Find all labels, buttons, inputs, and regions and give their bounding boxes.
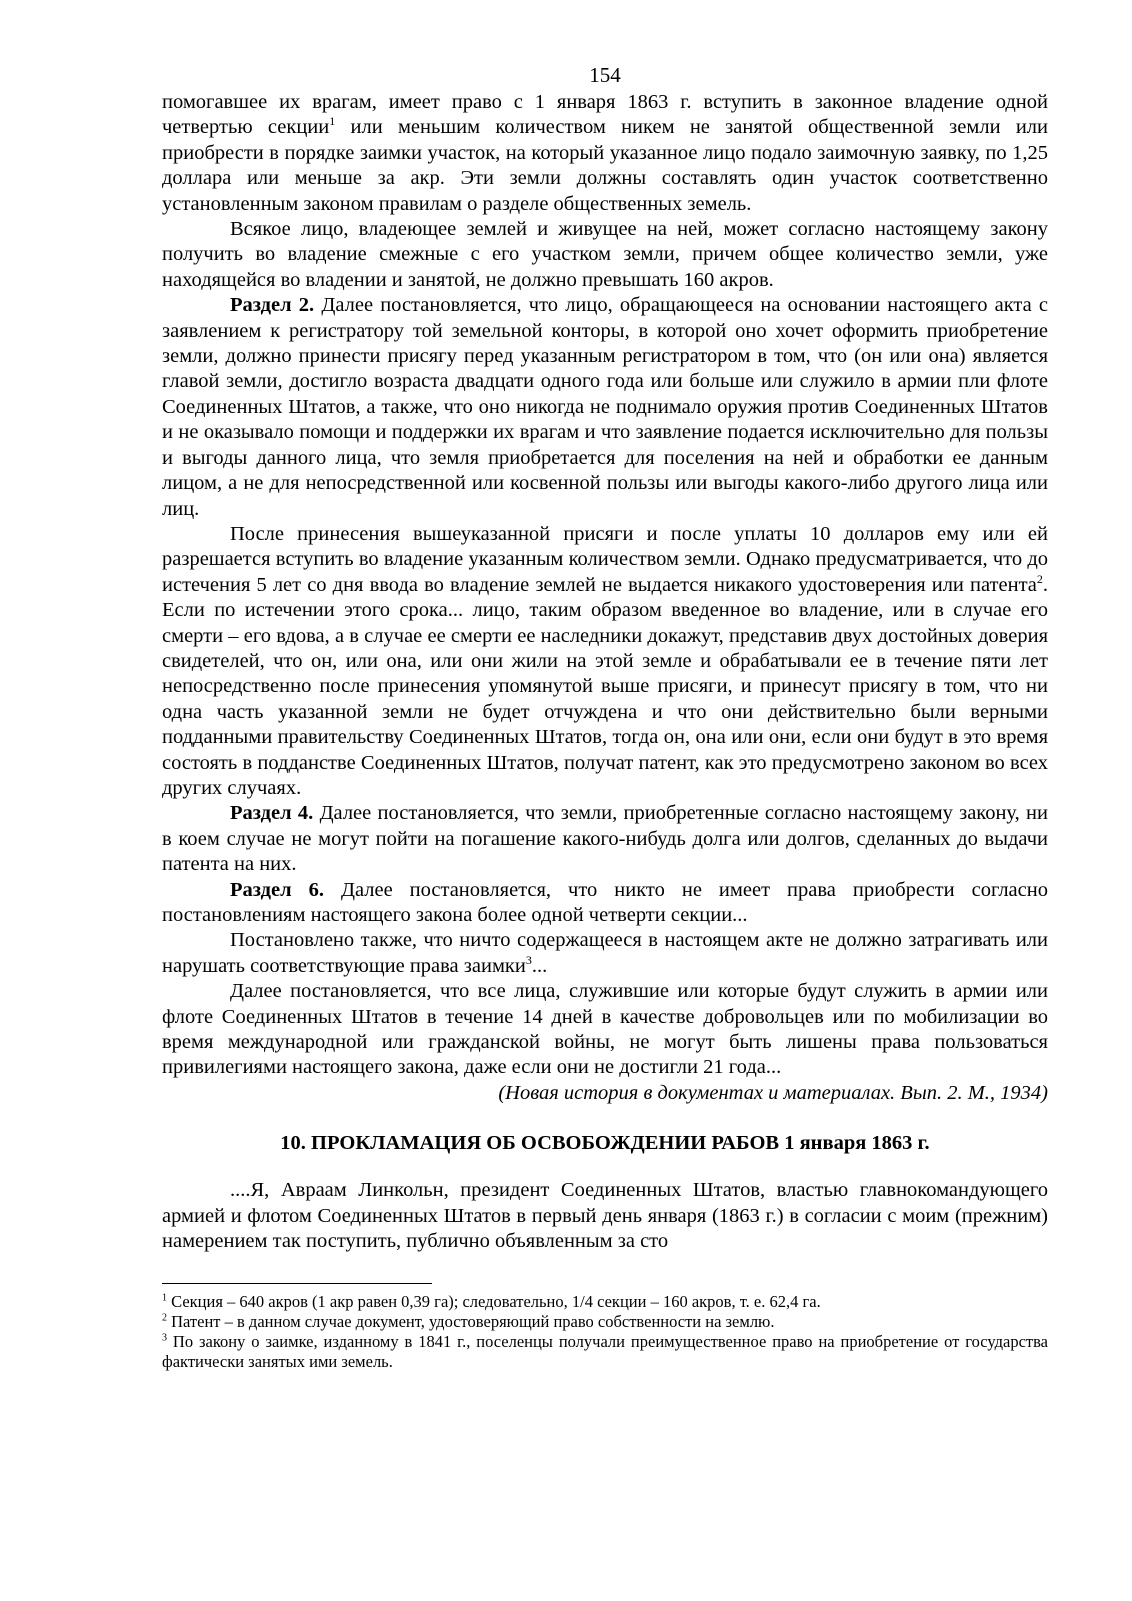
section-2-text: Далее постановляется, что лицо, обращающееся на основании настоящего акта с заявлением к регистратору той земельной конторы, в которой оно хочет оформить приобретение земли, должно принести присягу перед указанным регистратором в том, что (он или она) является главой земли, достигло возраста двадцати одного года или больше или служило в армии пли флоте Соединенных Штатов, а также, что оно никогда не поднимало оружия против Соединенных Штатов и не оказывало помощи и поддержки их врагам и что заявление подается исключительно для пользы и выгоды данного лица, что земля приобретается для поселения на ней и обработки ее данным лицом, а не для непосредственной или косвенной пользы или выгоды какого-либо другого лица или лиц. [162,294,1048,520]
section-2-label: Раздел 2. [230,294,315,317]
paragraph-4-text-a: После принесения вышеуказанной присяги и после уплаты 10 долларов ему или ей разрешается вступить во владение указанным количеством земли. Однако предусматривается, что до истечения 5 лет со дня ввода во владение землей не выдается никакого удостоверения или патента [162,522,1048,596]
footnote-2-number: 2 [162,1312,167,1324]
footnote-3 [162,1332,1048,1372]
section-heading: 10. ПРОКЛАМАЦИЯ ОБ ОСВОБОЖДЕНИИ РАБОВ 1 января 1863 г. [280,1132,930,1155]
paragraph-1 [162,90,1048,217]
footnote-divider [162,1283,432,1284]
paragraph-7-text-b: ... [531,954,548,977]
paragraph-7 [162,928,1048,979]
paragraph-proclamation: ....Я, Авраам Линкольн, президент Соединенных Штатов, властью главнокомандующего армией и флотом Соединенных Штатов в первый день января (1863 г.) в согласии с моим (прежним) намерением так поступить, публично объявленным за сто [162,1179,1048,1253]
footnote-1 [162,1292,1048,1312]
paragraph-8: Далее постановляется, что все лица, служившие или которые будут служить в армии или флоте Соединенных Штатов в течение 14 дней в качестве добровольцев или по мобилизации во время международной или гражданской войны, не могут быть лишены права пользоваться привилегиями настоящего закона, даже если они не достигли 21 года... [162,980,1048,1079]
footnote-ref-2: 2 [1036,571,1043,586]
footnote-1-number: 1 [162,1292,167,1304]
page-number: 154 [589,63,621,87]
source-citation: (Новая история в документах и материалах. Вып. 2. М., 1934) [498,1081,1048,1104]
footnote-2 [162,1312,1048,1332]
section-6-label: Раздел 6. [230,878,324,901]
paragraph-1-text-b: или меньшим количеством никем не занятой общественной земли или приобрести в порядке заимки участок, на который указанное лицо подало заимочную заявку, по 1,25 доллара или меньше за акр. Эти земли должны составлять один участок соответственно установленным законом правилам о разделе общественных земель. [162,116,1048,215]
paragraph-2: Всякое лицо, владеющее землей и живущее на ней, может согласно настоящему закону получить во владение смежные с его участком земли, причем общее количество земли, уже находящейся во владении и занятой, не должно превышать 160 акров. [162,218,1048,291]
section-6-text: Далее постановляется, что никто не имеет права приобрести согласно постановлениям настоящего закона более одной четверти секции... [162,878,1048,926]
paragraph-section-4 [162,801,1048,877]
footnote-ref-3: 3 [525,952,532,967]
paragraph-section-2 [162,293,1048,522]
document-page [162,62,1048,1372]
section-4-text: Далее постановляется, что земли, приобретенные согласно настоящему закону, ни в коем случае не могут пойти на погашение какого-нибудь долга или долгов, сделанных до выдачи патента на них. [162,802,1048,876]
paragraph-1-text-a: помогавшее их врагам, имеет право с 1 января 1863 г. вступить в законное владение одной четвертью секции [162,91,1048,139]
footnote-2-text: Патент – в данном случае документ, удостоверяющий право собственности на землю. [167,1312,775,1332]
footnote-3-text: По закону о заимке, изданному в 1841 г., поселенцы получали преимущественное право на приобретение от государства фактически занятых ими земель. [162,1332,1048,1372]
footnote-ref-1: 1 [329,114,336,129]
footnote-3-number: 3 [162,1332,167,1344]
paragraph-section-6 [162,878,1048,929]
paragraph-7-text-a: Постановлено также, что ничто содержащееся в настоящем акте не должно затрагивать или нарушать соответствующие права заимки [162,929,1048,977]
footnote-1-text: Секция – 640 акров (1 акр равен 0,39 га); следовательно, 1/4 секции – 160 акров, т. е. 62,4 га. [167,1292,821,1312]
paragraph-4-text-b: . Если по истечении этого срока... лицо, таким образом введенное во владение, или в случае его смерти – его вдова, а в случае ее смерти ее наследники докажут, представив двух достойных доверия свидетелей, что он, или она, или они жили на этой земле и обрабатывали ее в течение пяти лет непосредственно после принесения упомянутой выше присяги, и принесут присягу в том, что ни одна часть указанной земли не будет отчуждена и что они действительно были верными подданными правительству Соединенных Штатов, тогда он, она или они, если они будут в это время состоять в подданстве Соединенных Штатов, получат патент, как это предусмотрено законом во всех других случаях. [162,573,1048,799]
paragraph-4 [162,522,1048,801]
section-4-label: Раздел 4. [230,802,314,825]
